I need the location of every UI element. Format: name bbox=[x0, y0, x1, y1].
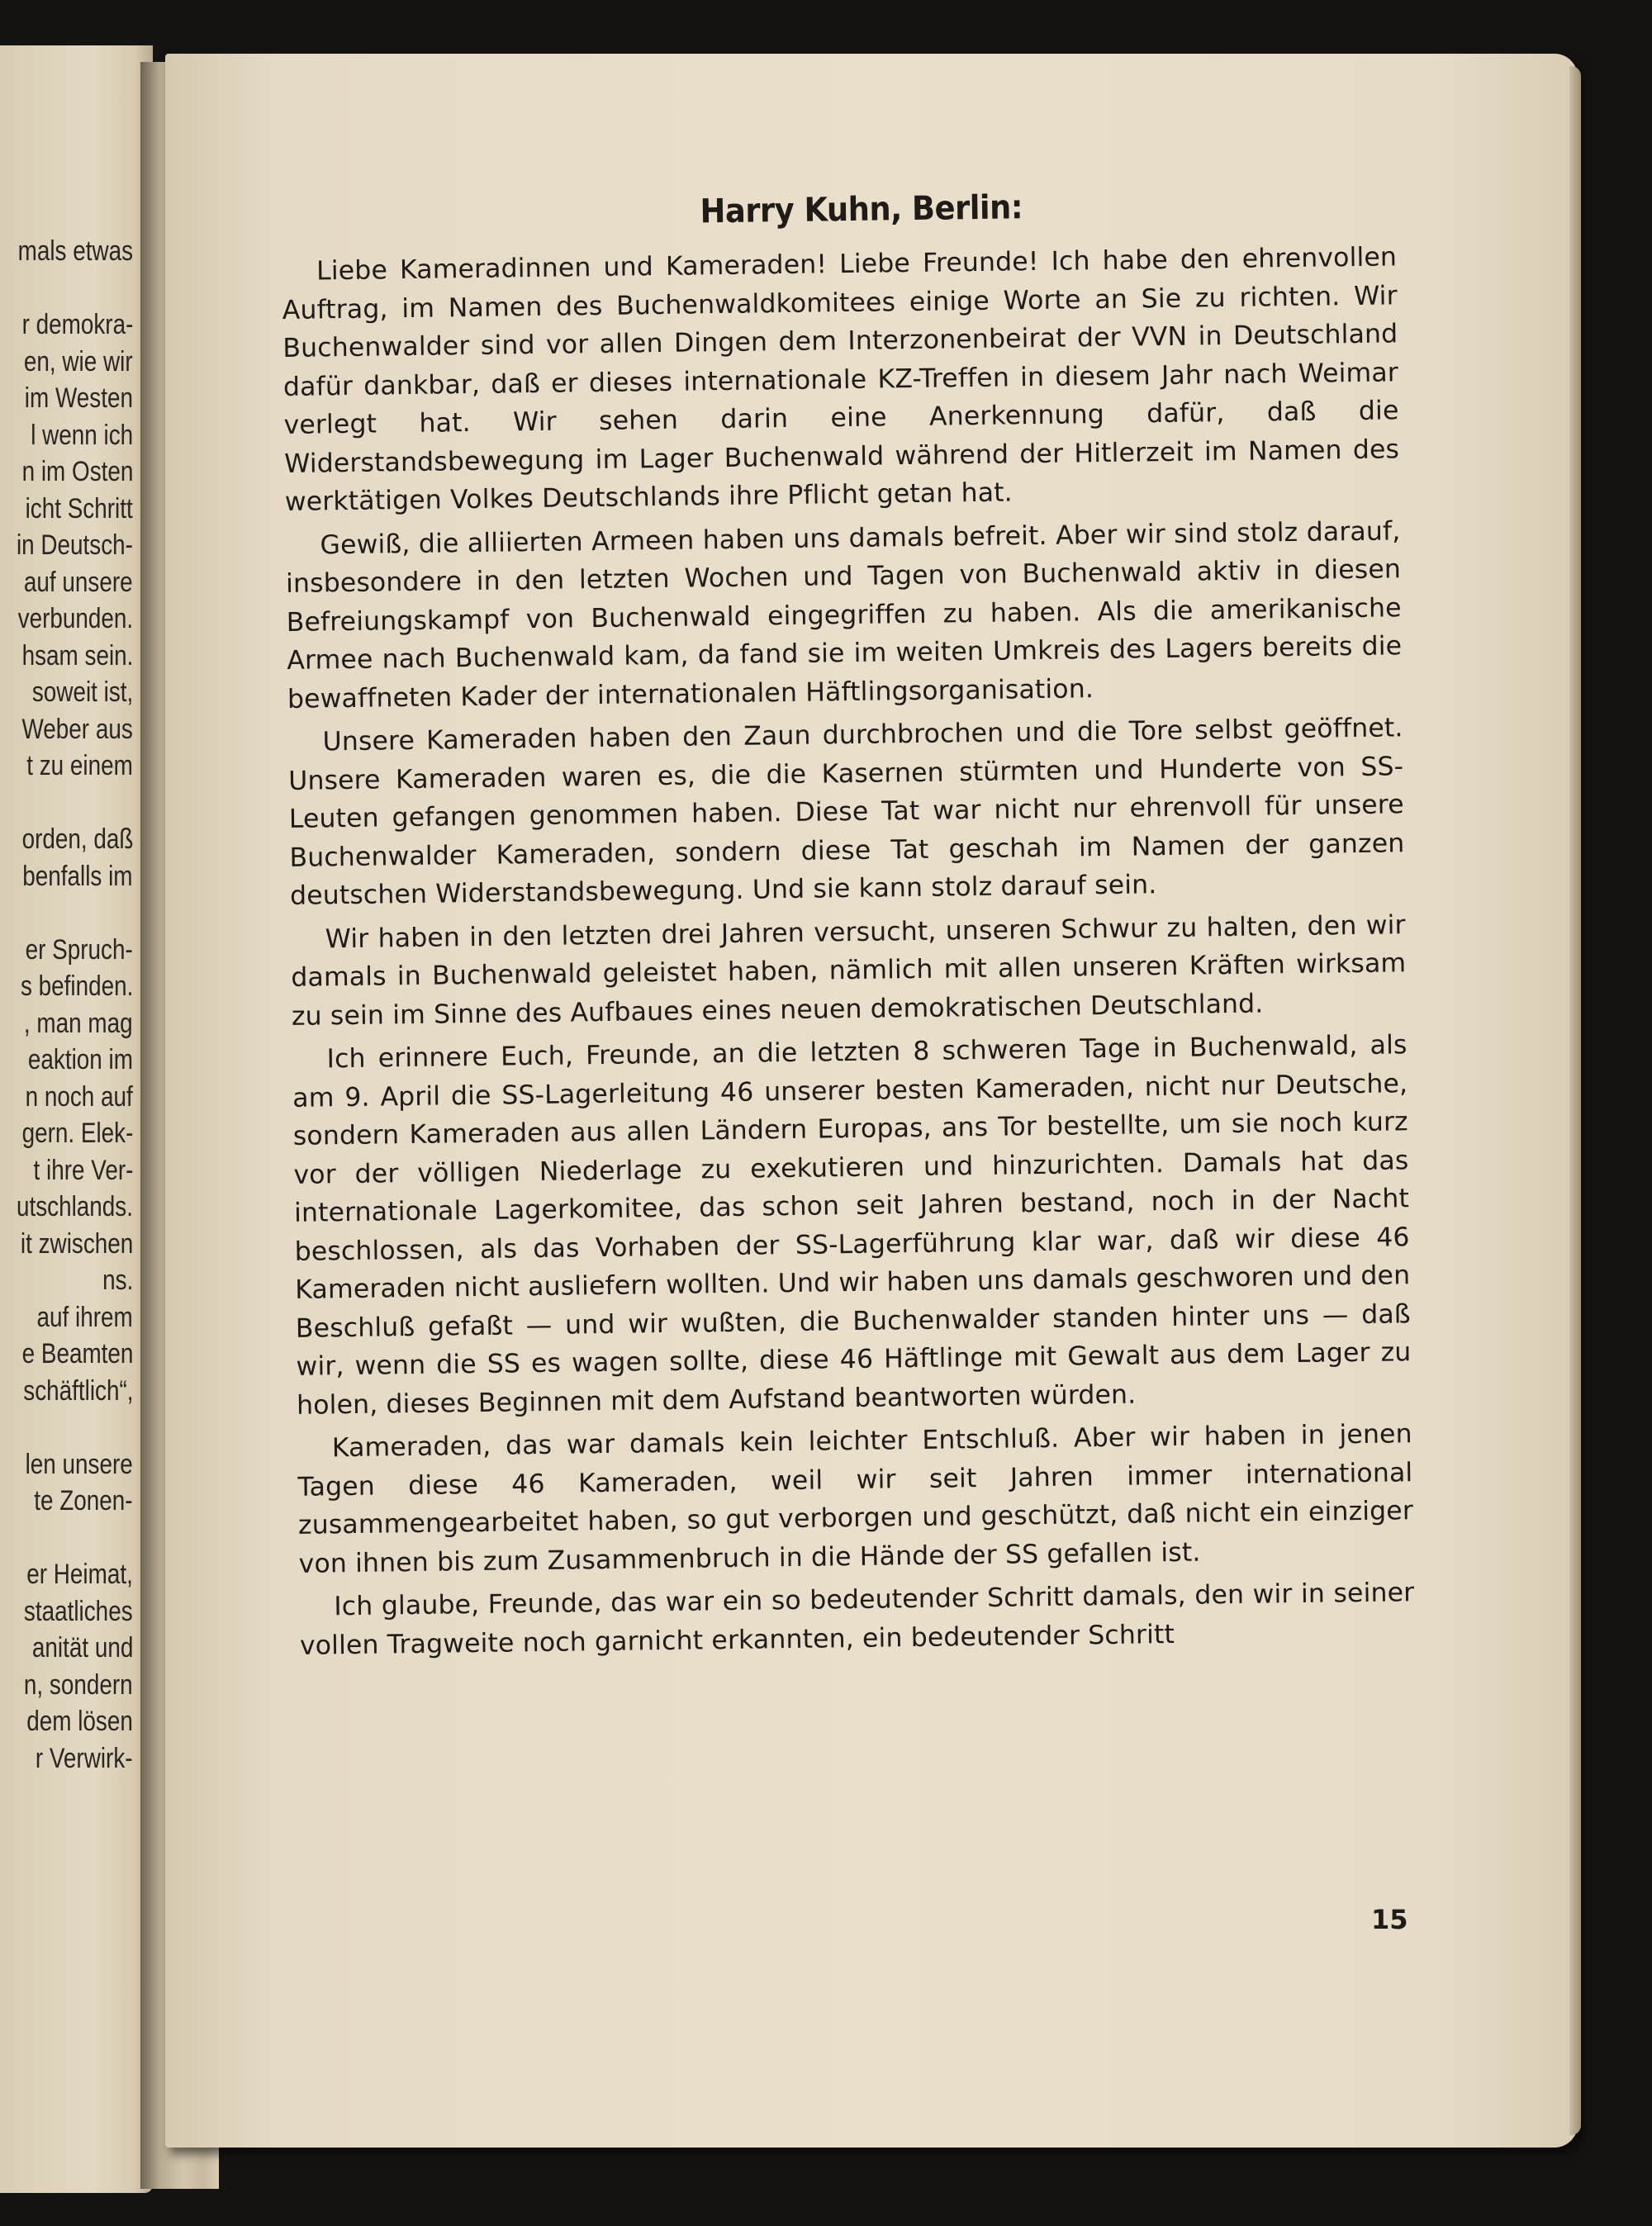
left-page-line: n, sondern bbox=[24, 1668, 133, 1701]
paragraph: Unsere Kameraden haben den Zaun durchbrochen und die Tore selbst geöffnet. Unsere Kameraden waren es, die die Kasernen stürmten und Hunderte von SS-Leuten gefangen genommen haben. Diese Tat war nicht nur ehrenvoll für unsere Buchenwalder Kameraden, sondern diese Tat geschah im Namen der ganzen deutschen Widerstandsbewegung. Und sie kann stolz darauf sein. bbox=[287, 713, 1405, 911]
paragraph: Wir haben in den letzten drei Jahren versucht, unseren Schwur zu halten, den wir damals in Buchenwald geleistet haben, nämlich mit allen unseren Kräften wirksam zu sein im Sinne des Aufbaues eines neuen demokratischen Deutschland. bbox=[291, 909, 1407, 1032]
left-page-line: r demokra- bbox=[21, 309, 133, 340]
left-page-line: auf unsere bbox=[24, 566, 133, 598]
left-page-line: s befinden. bbox=[20, 971, 133, 1002]
article-body bbox=[281, 183, 1415, 1670]
left-page-line: utschlands. bbox=[16, 1191, 133, 1222]
paragraph: Liebe Kameradinnen und Kameraden! Liebe Freunde! Ich habe den ehrenvollen Auftrag, im Namen des Buchenwaldkomitees einige Worte an Sie zu richten. Wir Buchenwalder sind vor allen Dingen dem Interzonenbeirat der VVN in Deutschland dafür dankbar, daß er dieses internationale KZ-Treffen in diesem Jahr nach Weimar verlegt hat. Wir sehen darin eine Anerkennung dafür, daß die Widerstandsbewegung im Lager Buchenwald während der Hitlerzeit im Namen des werktätigen Volkes Deutschlands ihre Pflicht getan hat. bbox=[282, 242, 1400, 517]
page-number: 15 bbox=[1371, 1904, 1408, 1935]
left-page-line: anität und bbox=[31, 1632, 133, 1664]
left-page-line: er Spruch- bbox=[25, 933, 133, 966]
left-page-line: t zu einem bbox=[26, 750, 133, 781]
left-page-line: l wenn ich bbox=[31, 419, 133, 451]
left-facing-page bbox=[0, 45, 153, 2193]
left-page-line: n noch auf bbox=[25, 1080, 133, 1113]
left-page-line: in Deutsch- bbox=[16, 529, 133, 561]
left-page-line: te Zonen- bbox=[34, 1485, 133, 1516]
left-page-line: soweit ist, bbox=[31, 676, 133, 708]
left-page-line: er Heimat, bbox=[26, 1559, 133, 1590]
left-page-line: t ihre Ver- bbox=[33, 1154, 133, 1186]
left-page-line: len unsere bbox=[25, 1448, 133, 1480]
paragraph: Ich erinnere Euch, Freunde, an die letzten 8 schweren Tage in Buchenwald, als am 9. April die SS-Lagerleitung 46 unserer besten Kameraden, nicht nur Deutsche, sondern Kameraden aus allen Ländern Europas, ans Tor bestellte, um sie noch kurz vor der völligen Niederlage zu exekutieren und hinzurichten. Damals hat das internationale Lagerkomitee, das schon seit Jahren bestand, noch in der Nacht beschlossen, als das Vorhaben der SS-Lagerführung klar war, daß wir diese 46 Kameraden nicht ausliefern wollten. Und wir haben uns damals geschworen und den Beschluß gefaßt — und wir wußten, die Buchenwalder standen hinter uns — daß wir, wenn die SS es wagen sollte, diese 46 Häftlinge mit Gewalt aus dem Lager zu holen, dieses Beginnen mit dem Aufstand beantworten würden. bbox=[292, 1030, 1412, 1421]
left-page-line: gern. Elek- bbox=[21, 1118, 133, 1149]
left-page-line: im Westen bbox=[24, 382, 133, 414]
paragraph: Gewiß, die alliierten Armeen haben uns damals befreit. Aber wir sind stolz darauf, insbesondere in den letzten Wochen und Tagen von Buchenwald aktiv in diesen Befreiungskampf von Buchenwald eingegriffen zu haben. Als die amerikanische Armee nach Buchenwald kam, da fand sie im weiten Umkreis des Lagers bereits die bewaffneten Kader der internationalen Häftlingsorganisation. bbox=[285, 515, 1403, 714]
left-page-line: eaktion im bbox=[27, 1044, 133, 1075]
left-page-line: e Beamten bbox=[21, 1338, 133, 1369]
left-page-line: staatliches bbox=[24, 1595, 133, 1627]
paragraph: Ich glaube, Freunde, das war ein so bedeutender Schritt damals, den wir in seiner vollen Tragweite noch garnicht erkannten, ein bedeutender Schritt bbox=[299, 1578, 1415, 1661]
left-page-line: , man mag bbox=[24, 1007, 133, 1039]
left-page-line: auf ihrem bbox=[36, 1301, 133, 1333]
left-page-line: verbunden. bbox=[17, 603, 133, 634]
left-page-line: orden, daß bbox=[21, 823, 133, 855]
left-page-line: ns. bbox=[102, 1265, 133, 1296]
left-page-line: benfalls im bbox=[22, 860, 133, 892]
article-heading: Harry Kuhn, Berlin: bbox=[700, 188, 1023, 231]
left-page-line: dem lösen bbox=[26, 1706, 133, 1737]
page-edge bbox=[1569, 66, 1581, 2135]
left-page-line: hsam sein. bbox=[21, 639, 133, 672]
left-page-line: n im Osten bbox=[21, 456, 133, 487]
left-page-line: icht Schritt bbox=[25, 492, 133, 524]
left-page-line: mals etwas bbox=[17, 235, 133, 267]
left-page-line: schäftlich“, bbox=[22, 1374, 133, 1407]
left-page-line: Weber aus bbox=[21, 713, 133, 745]
left-page-line: en, wie wir bbox=[24, 345, 133, 377]
left-page-line: it zwischen bbox=[20, 1227, 133, 1260]
paragraph: Kameraden, das war damals kein leichter Entschluß. Aber wir haben in jenen Tagen diese 46 Kameraden, weil wir seit Jahren immer international zusammengearbeitet haben, so gut verborgen und geschützt, daß nicht ein einziger von ihnen bis zum Zusammenbruch in die Hände der SS gefallen ist. bbox=[297, 1419, 1414, 1579]
left-page-line: r Verwirk- bbox=[36, 1742, 133, 1774]
